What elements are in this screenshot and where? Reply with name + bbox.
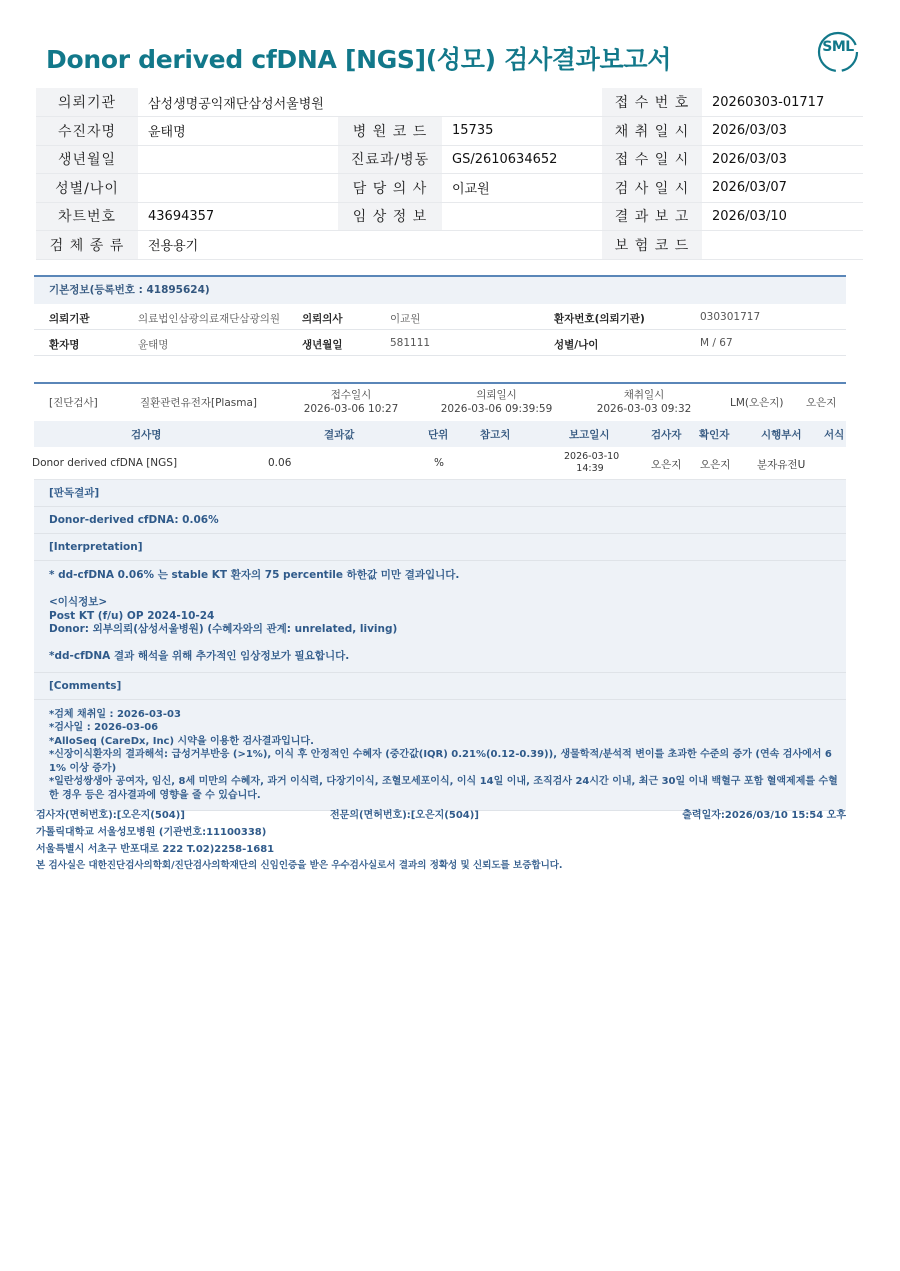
footer-printed: 출력일자:2026/03/10 15:54 오후 — [682, 810, 846, 821]
interpretation-line — [49, 637, 846, 651]
header-row — [36, 88, 863, 117]
comment-line: 1% 이상 증가) — [49, 762, 117, 774]
dob-value: 581111 — [390, 337, 431, 349]
insurance-code-label: 보 험 코 드 — [602, 231, 702, 260]
lm-label: LM(오은지) — [730, 397, 784, 409]
comment-line: 한 경우 등은 검사결과에 영향을 줄 수 있습니다. — [49, 789, 261, 801]
test-section — [34, 382, 846, 811]
dept-value: GS/2610634652 — [442, 145, 602, 174]
patient-no-label: 환자번호(의뢰기관) — [554, 313, 645, 325]
requesting-doctor-label: 의뢰의사 — [302, 313, 343, 325]
header-row — [36, 117, 863, 146]
interpretation-line: Post KT (f/u) OP 2024-10-24 — [49, 609, 215, 622]
col-ref: 참고치 — [480, 429, 511, 441]
person-label: 오은지 — [806, 397, 837, 409]
org-label: 의뢰기관 — [36, 88, 138, 117]
col-confirmer: 확인자 — [699, 429, 730, 441]
recv-value: 2026-03-06 10:27 — [303, 403, 399, 415]
req-label: 의뢰일시 — [476, 389, 517, 401]
sml-logo — [816, 30, 860, 74]
coll-datetime — [589, 388, 699, 416]
collect-date-label: 채 취 일 시 — [602, 117, 702, 146]
interpretation-line: *dd-cfDNA 결과 해석을 위해 추가적인 임상정보가 필요합니다. — [49, 650, 350, 662]
collect-date-value: 2026/03/03 — [702, 117, 863, 146]
header-info-table — [36, 88, 863, 260]
doctor-value: 이교원 — [442, 174, 602, 203]
col-test-name: 검사명 — [131, 429, 162, 441]
coll-label: 채취일시 — [623, 389, 665, 401]
recv-label: 접수일시 — [330, 389, 372, 401]
unit-cell: % — [434, 457, 444, 469]
result-table-header — [34, 421, 846, 447]
doctor-label: 담 당 의 사 — [338, 174, 442, 203]
header-row — [36, 145, 863, 174]
specimen-type-value: 전용용기 — [138, 231, 602, 260]
basic-info-row — [34, 330, 846, 356]
interpretation-line — [49, 583, 846, 597]
result-report-label: 결 과 보 고 — [602, 202, 702, 231]
dept-cell: 분자유전U — [757, 459, 806, 471]
specimen-label: 질환관련유전자[Plasma] — [140, 397, 258, 409]
comment-line: *신장이식환자의 결과해석: 급성거부반응 (>1%), 이식 후 안정적인 수혜자 (중간값(IQR) 0.21%(0.12-0.39)), 생물학적/분석적 변이를 초과한 수준의 증가 (연속 검사에서 6 — [49, 749, 832, 760]
req-value: 2026-03-06 09:39:59 — [440, 403, 553, 415]
footer-address: 서울특별시 서초구 반포대로 222 T.02)2258-1681 — [36, 844, 275, 855]
header-row — [36, 231, 863, 260]
col-report-date: 보고일시 — [569, 429, 610, 441]
comment-line: *검사일 : 2026-03-06 — [49, 722, 159, 733]
test-name-cell: Donor derived cfDNA [NGS] — [32, 457, 178, 469]
birth-label: 생년월일 — [36, 145, 138, 174]
col-form: 서식 — [824, 429, 845, 441]
requesting-doctor-value: 이교원 — [390, 313, 421, 325]
clinical-info-label: 임 상 정 보 — [338, 202, 442, 231]
requesting-org-value: 의료법인삼광의료재단삼광의원 — [138, 313, 281, 325]
col-result: 결과값 — [324, 429, 355, 441]
receipt-no-value: 20260303-01717 — [702, 88, 863, 117]
judgement-text: Donor-derived cfDNA: 0.06% — [34, 507, 846, 534]
sex-age-value — [138, 174, 338, 203]
header-row — [36, 174, 863, 203]
interpretation-line: <이식정보> — [49, 596, 108, 608]
comments-body — [34, 700, 846, 812]
comment-line: *일란성쌍생아 공여자, 임신, 8세 미만의 수혜자, 과거 이식력, 다장기이식, 조혈모세포이식, 이식 14일 이내, 조직검사 24시간 이내, 최근 30일 이내 백혈구 포함 혈액제제를 수혈 — [49, 776, 838, 787]
report-date: 2026-03-10 — [564, 451, 620, 462]
interpretation-heading: [Interpretation] — [34, 534, 846, 561]
comment-line: *검체 채취일 : 2026-03-03 — [49, 708, 181, 720]
basic-info-section — [34, 275, 846, 356]
patient-value: 윤태명 — [138, 339, 169, 351]
result-cell: 0.06 — [268, 457, 292, 469]
sex-age-label: 성별/나이 — [36, 174, 138, 203]
hospital-code-value: 15735 — [442, 117, 602, 146]
report-datetime-cell — [564, 451, 620, 475]
footer-cert: 본 검사실은 대한진단검사의학회/진단검사의학재단의 신임인증을 받은 우수검사실로서 결과의 정확성 및 신뢰도를 보증합니다. — [36, 860, 563, 871]
judgement-heading: [판독결과] — [34, 480, 846, 507]
footer-specialist: 전문의(면허번호):[오은지(504)] — [330, 810, 479, 821]
col-tester: 검사자 — [651, 429, 682, 441]
chart-no-value: 43694357 — [138, 202, 338, 231]
insurance-code-value — [702, 231, 863, 260]
patient-name-value: 윤태명 — [138, 117, 338, 146]
report-title: Donor derived cfDNA [NGS](성모) 검사결과보고서 — [46, 45, 672, 74]
header-row — [36, 202, 863, 231]
table-row — [34, 447, 846, 480]
confirmer-cell: 오은지 — [700, 459, 731, 471]
footer-hospital: 가톨릭대학교 서울성모병원 (기관번호:11100338) — [36, 827, 267, 838]
diag-label: [진단검사] — [49, 397, 98, 409]
receipt-date-value: 2026/03/03 — [702, 145, 863, 174]
gender-age-value: M / 67 — [700, 337, 733, 349]
test-date-value: 2026/03/07 — [702, 174, 863, 203]
gender-age-label: 성별/나이 — [554, 339, 599, 351]
hospital-code-label: 병 원 코 드 — [338, 117, 442, 146]
coll-value: 2026-03-03 09:32 — [596, 403, 692, 415]
recv-datetime — [296, 388, 406, 416]
receipt-no-label: 접 수 번 호 — [602, 88, 702, 117]
clinical-info-value — [442, 202, 602, 231]
result-report-value: 2026/03/10 — [702, 202, 863, 231]
interpretation-body — [34, 561, 846, 673]
logo-text: SML — [822, 39, 854, 55]
interpretation-line: Donor: 외부의뢰(삼성서울병원) (수혜자와의 관계: unrelated, living) — [49, 623, 398, 635]
patient-no-value: 030301717 — [700, 311, 761, 323]
comments-heading: [Comments] — [34, 673, 846, 700]
patient-label: 환자명 — [49, 339, 80, 351]
org-value: 삼성생명공익재단삼성서울병원 — [138, 88, 602, 117]
tester-cell: 오은지 — [651, 459, 682, 471]
footer-tester: 검사자(면허번호):[오은지(504)] — [36, 810, 185, 821]
interpretation-line: * dd-cfDNA 0.06% 는 stable KT 환자의 75 percentile 하한값 미만 결과입니다. — [49, 569, 460, 581]
basic-info-row — [34, 304, 846, 330]
basic-info-heading: 기본정보(등록번호 : 41895624) — [34, 277, 846, 304]
chart-no-label: 차트번호 — [36, 202, 138, 231]
test-date-label: 검 사 일 시 — [602, 174, 702, 203]
report-time: 14:39 — [576, 463, 604, 474]
requesting-org-label: 의뢰기관 — [49, 313, 90, 325]
dept-label: 진료과/병동 — [338, 145, 442, 174]
test-info-row — [34, 384, 846, 421]
birth-value — [138, 145, 338, 174]
col-unit: 단위 — [428, 429, 449, 441]
comment-line: *AlloSeq (CareDx, Inc) 시약을 이용한 검사결과입니다. — [49, 735, 314, 747]
col-dept: 시행부서 — [761, 429, 802, 441]
dob-label: 생년월일 — [302, 339, 343, 351]
receipt-date-label: 접 수 일 시 — [602, 145, 702, 174]
req-datetime — [434, 388, 559, 416]
patient-name-label: 수진자명 — [36, 117, 138, 146]
specimen-type-label: 검 체 종 류 — [36, 231, 138, 260]
